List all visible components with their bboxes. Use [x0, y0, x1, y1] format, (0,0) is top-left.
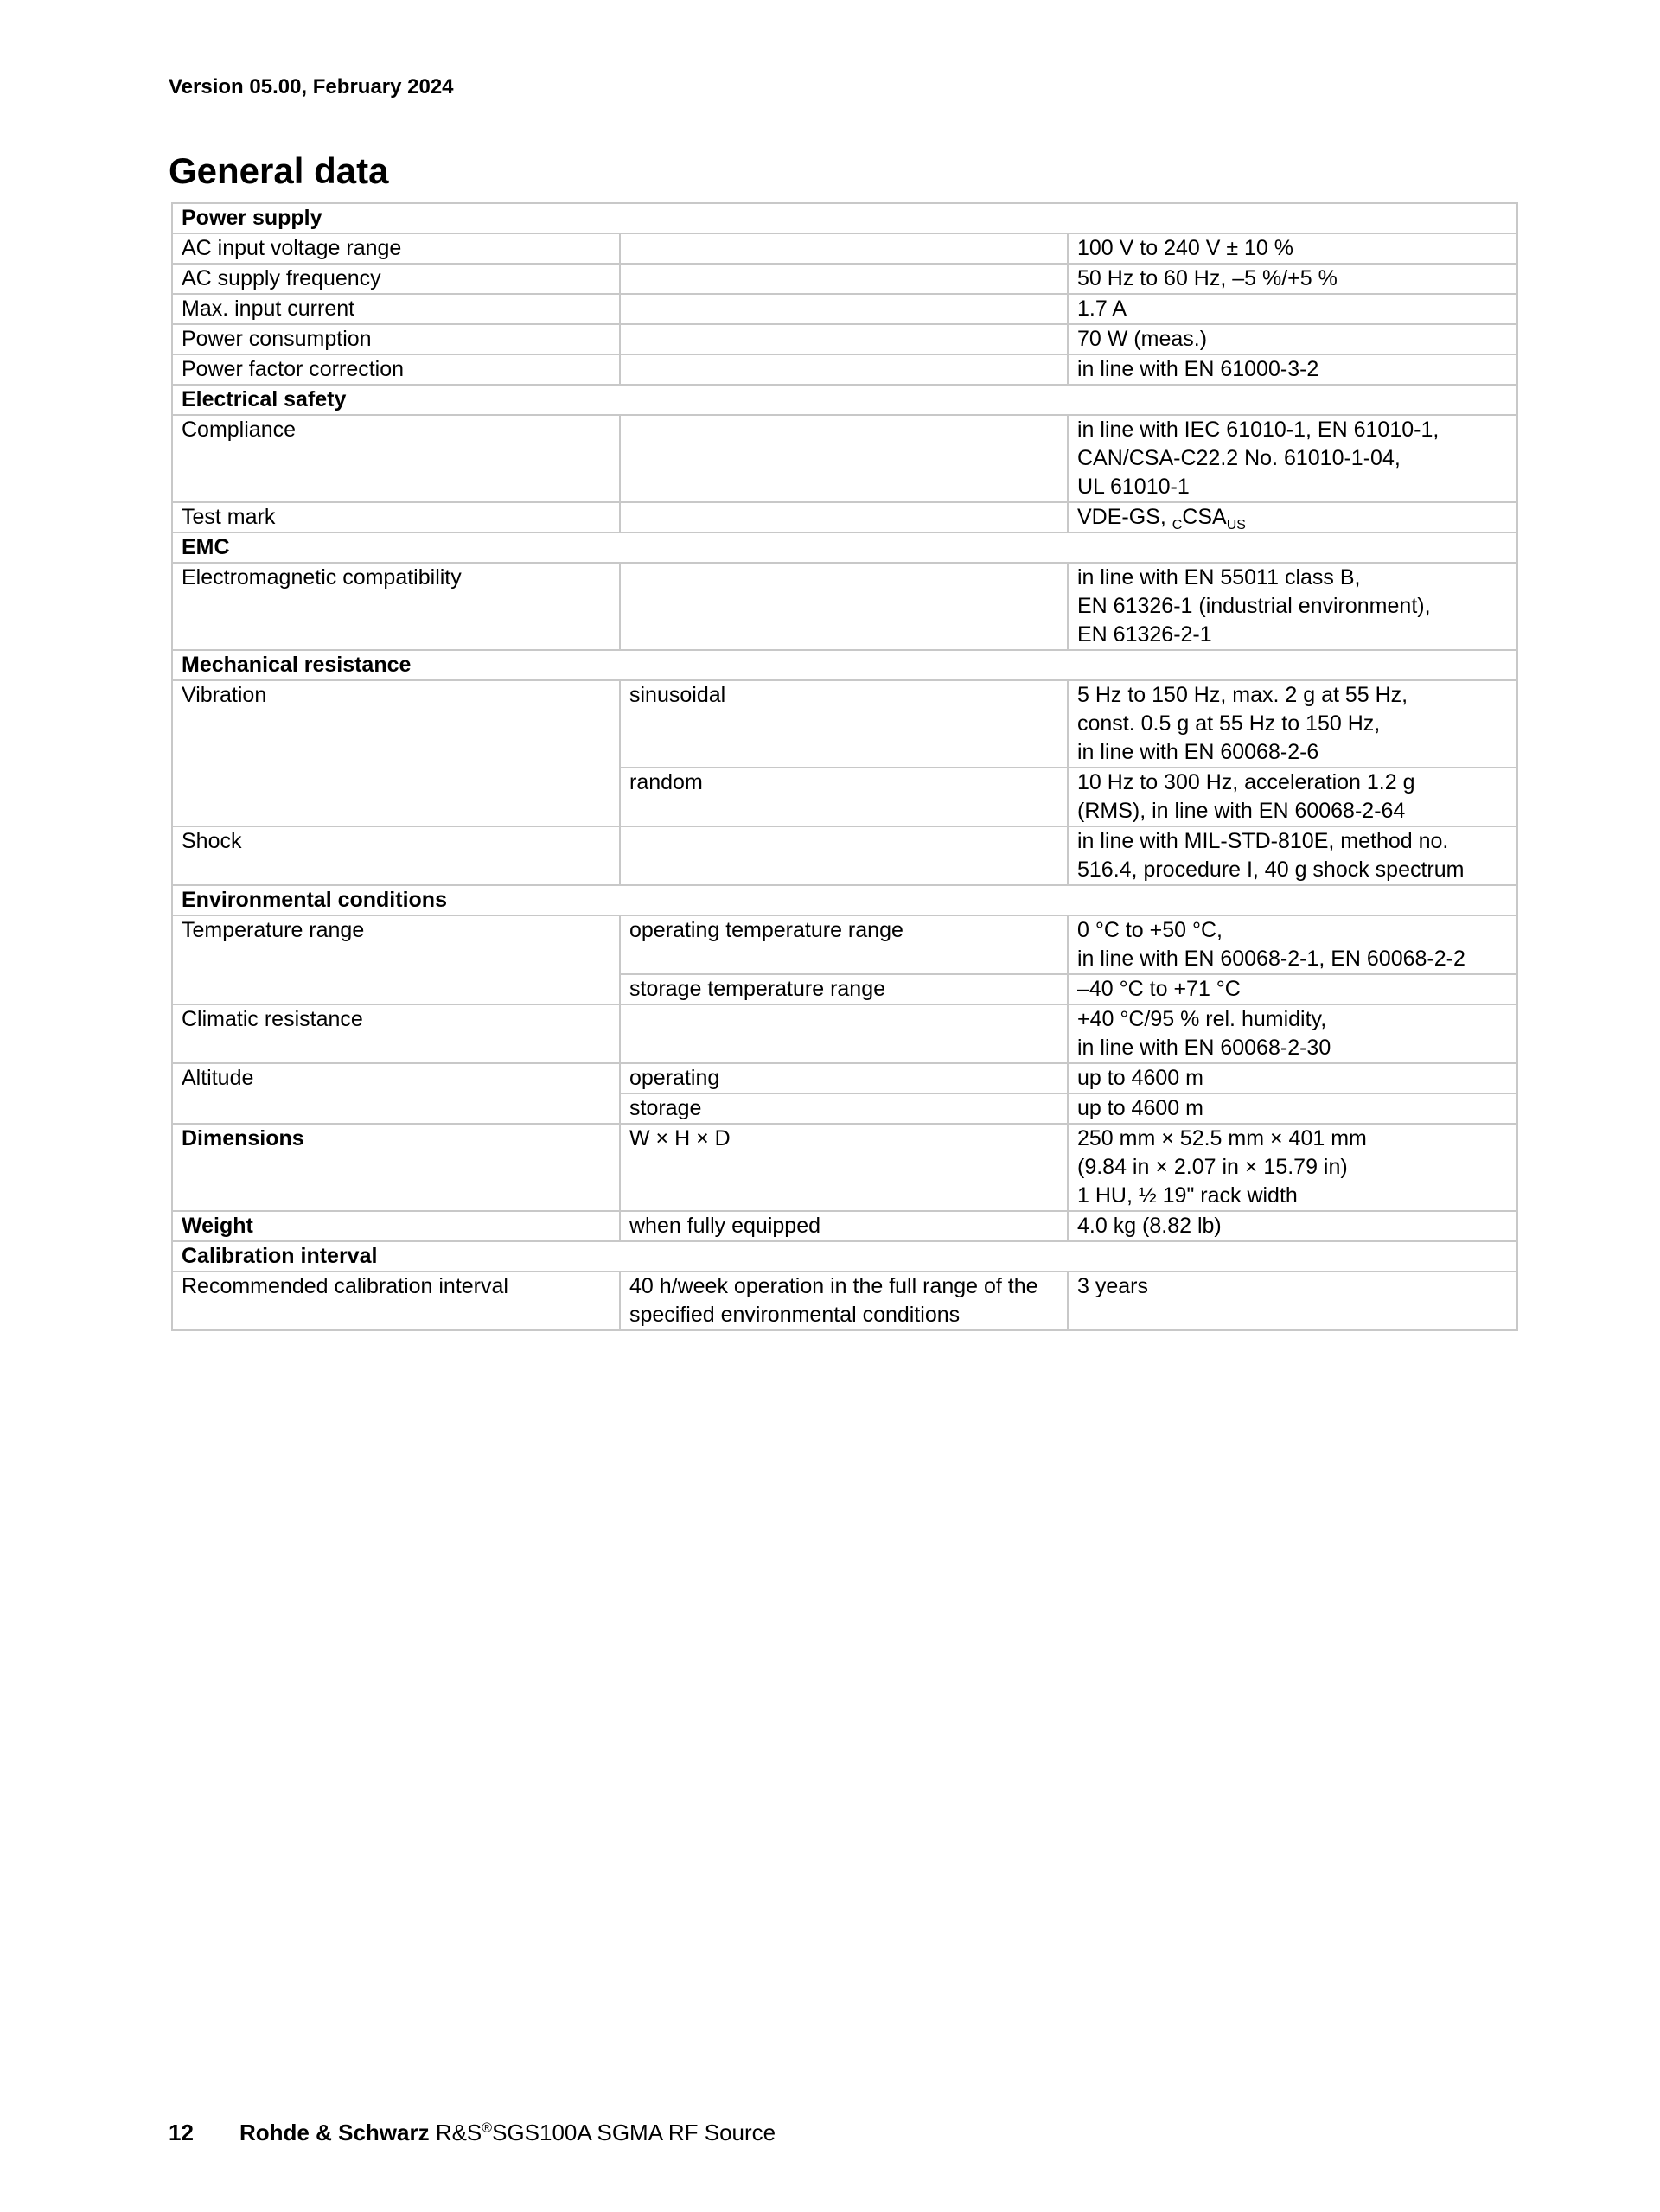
document-version: Version 05.00, February 2024: [169, 75, 454, 99]
spec-condition: [620, 324, 1068, 354]
section-row-environmental-conditions: [172, 885, 1517, 915]
page-title: General data: [169, 150, 389, 191]
spec-condition: sinusoidal: [620, 680, 1068, 768]
footer-product-name: SGS100A SGMA RF Source: [492, 2120, 776, 2145]
section-heading: Power supply: [172, 203, 1517, 233]
spec-condition: [620, 294, 1068, 324]
spec-label: Vibration: [172, 680, 620, 826]
spec-condition: [620, 354, 1068, 385]
spec-value: 4.0 kg (8.82 lb): [1068, 1211, 1517, 1241]
table-row: [172, 563, 1517, 650]
section-row-mechanical-resistance: [172, 650, 1517, 680]
spec-label: Test mark: [172, 502, 620, 532]
spec-condition: storage: [620, 1093, 1068, 1124]
spec-label: AC supply frequency: [172, 264, 620, 294]
spec-value: 0 °C to +50 °C, in line with EN 60068-2-1, EN 60068-2-2: [1068, 915, 1517, 974]
table-row: [172, 1211, 1517, 1241]
spec-condition: [620, 826, 1068, 885]
table-row: [172, 294, 1517, 324]
spec-value: 5 Hz to 150 Hz, max. 2 g at 55 Hz, const. 0.5 g at 55 Hz to 150 Hz, in line with EN 60068-2-6: [1068, 680, 1517, 768]
spec-label: Power consumption: [172, 324, 620, 354]
general-data-table: [171, 202, 1518, 1331]
spec-value: +40 °C/95 % rel. humidity, in line with EN 60068-2-30: [1068, 1004, 1517, 1063]
table-row: [172, 1004, 1517, 1063]
spec-label: Electromagnetic compatibility: [172, 563, 620, 650]
footer-product-prefix: R&S: [429, 2120, 482, 2145]
spec-condition: operating temperature range: [620, 915, 1068, 974]
spec-value: 1.7 A: [1068, 294, 1517, 324]
section-row-calibration-interval: [172, 1241, 1517, 1272]
test-mark-sub-c: C: [1172, 518, 1183, 532]
table-row: [172, 915, 1517, 974]
spec-value: up to 4600 m: [1068, 1093, 1517, 1124]
spec-condition: random: [620, 768, 1068, 826]
table-row: [172, 324, 1517, 354]
spec-value: 50 Hz to 60 Hz, –5 %/+5 %: [1068, 264, 1517, 294]
section-row-electrical-safety: [172, 385, 1517, 415]
section-row-emc: [172, 532, 1517, 563]
spec-value: [1068, 502, 1517, 532]
spec-label: Compliance: [172, 415, 620, 502]
spec-label: Recommended calibration interval: [172, 1272, 620, 1330]
spec-value: in line with MIL-STD-810E, method no. 516.4, procedure I, 40 g shock spectrum: [1068, 826, 1517, 885]
spec-value: 10 Hz to 300 Hz, acceleration 1.2 g (RMS), in line with EN 60068-2-64: [1068, 768, 1517, 826]
table-row: [172, 415, 1517, 502]
table-row: [172, 826, 1517, 885]
page-number: 12: [169, 2120, 194, 2145]
section-heading: Calibration interval: [172, 1241, 1517, 1272]
spec-label: Power factor correction: [172, 354, 620, 385]
spec-value: up to 4600 m: [1068, 1063, 1517, 1093]
spec-condition: storage temperature range: [620, 974, 1068, 1004]
footer-brand: Rohde & Schwarz: [239, 2120, 430, 2145]
spec-condition: [620, 563, 1068, 650]
section-heading: EMC: [172, 532, 1517, 563]
spec-label: Climatic resistance: [172, 1004, 620, 1063]
page-footer: [169, 2118, 776, 2147]
registered-mark: ®: [482, 2120, 493, 2136]
spec-label: Temperature range: [172, 915, 620, 1004]
spec-value: in line with EN 61000-3-2: [1068, 354, 1517, 385]
test-mark-csa: CSA: [1182, 505, 1227, 529]
section-row-power-supply: [172, 203, 1517, 233]
spec-value: 70 W (meas.): [1068, 324, 1517, 354]
spec-label: Max. input current: [172, 294, 620, 324]
spec-condition: [620, 502, 1068, 532]
spec-condition: W × H × D: [620, 1124, 1068, 1211]
table-row: [172, 354, 1517, 385]
spec-value: 3 years: [1068, 1272, 1517, 1330]
table-row: [172, 1124, 1517, 1211]
section-heading: Environmental conditions: [172, 885, 1517, 915]
spec-condition: when fully equipped: [620, 1211, 1068, 1241]
spec-value: –40 °C to +71 °C: [1068, 974, 1517, 1004]
spec-condition: [620, 415, 1068, 502]
section-heading: Electrical safety: [172, 385, 1517, 415]
table-row: [172, 680, 1517, 768]
test-mark-sub-us: US: [1226, 518, 1246, 532]
spec-condition: [620, 233, 1068, 264]
section-heading: Mechanical resistance: [172, 650, 1517, 680]
table-row: [172, 1272, 1517, 1330]
spec-condition: [620, 1004, 1068, 1063]
spec-condition: 40 h/week operation in the full range of the specified environmental conditions: [620, 1272, 1068, 1330]
spec-value: in line with EN 55011 class B, EN 61326-1 (industrial environment), EN 61326-2-1: [1068, 563, 1517, 650]
spec-condition: operating: [620, 1063, 1068, 1093]
table-row: [172, 264, 1517, 294]
spec-label: Altitude: [172, 1063, 620, 1124]
spec-label: Dimensions: [172, 1124, 620, 1211]
table-row: [172, 502, 1517, 532]
spec-label: AC input voltage range: [172, 233, 620, 264]
spec-condition: [620, 264, 1068, 294]
spec-value: 100 V to 240 V ± 10 %: [1068, 233, 1517, 264]
spec-value: in line with IEC 61010-1, EN 61010-1, CAN/CSA-C22.2 No. 61010-1-04, UL 61010-1: [1068, 415, 1517, 502]
spec-label: Weight: [172, 1211, 620, 1241]
table-row: [172, 233, 1517, 264]
spec-label: Shock: [172, 826, 620, 885]
spec-value: 250 mm × 52.5 mm × 401 mm (9.84 in × 2.07 in × 15.79 in) 1 HU, ½ 19" rack width: [1068, 1124, 1517, 1211]
table-row: [172, 1063, 1517, 1093]
test-mark-prefix: VDE-GS,: [1077, 505, 1172, 529]
